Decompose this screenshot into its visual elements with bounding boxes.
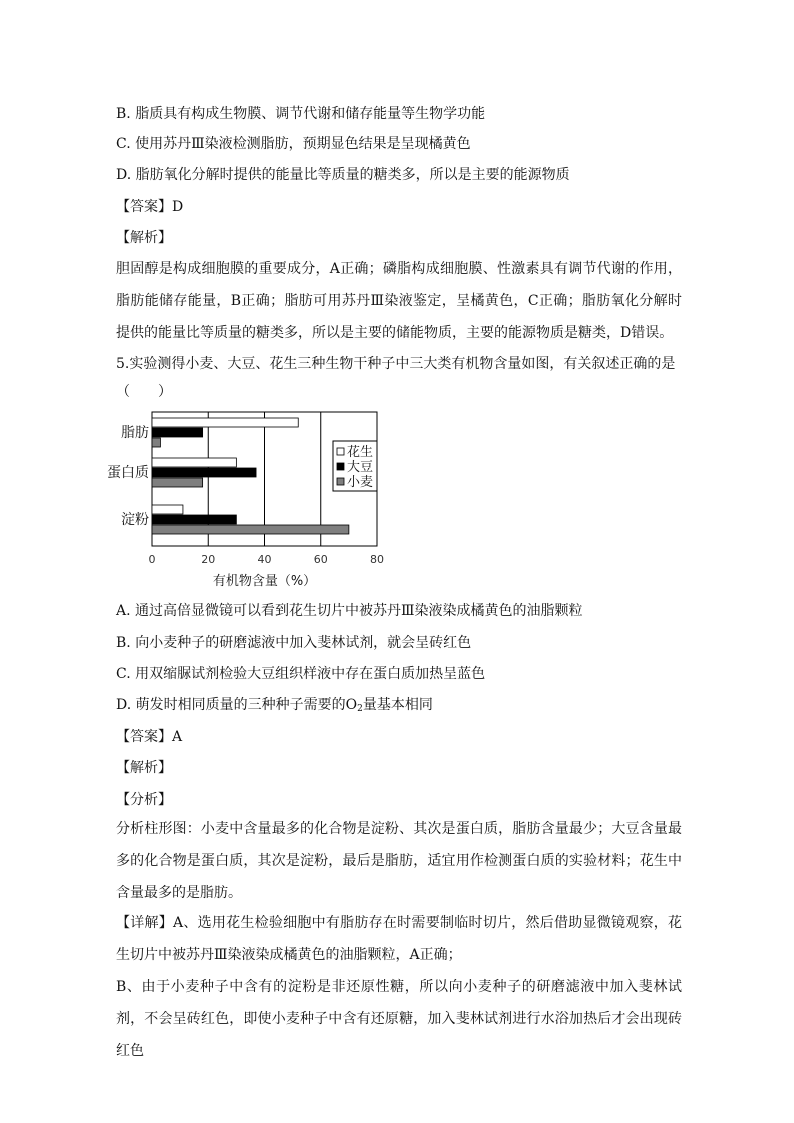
- legend-label: 大豆: [347, 460, 374, 475]
- q5-blank: （ ）: [116, 384, 172, 400]
- category-label: 脂肪: [121, 425, 149, 441]
- legend-swatch-小麦: [337, 478, 344, 485]
- x-tick-label: 20: [201, 553, 216, 566]
- bar-小麦: [152, 525, 349, 534]
- q5-option-a: A. 通过高倍显微镜可以看到花生切片中被苏丹Ⅲ染液染成橘黄色的油脂颗粒: [116, 603, 583, 619]
- bar-大豆: [152, 428, 203, 437]
- q5-fenxi-heading: 【分析】: [116, 792, 172, 808]
- x-tick-label: 60: [313, 553, 328, 566]
- q4-option-b: B. 脂质具有构成生物膜、调节代谢和储存能量等生物学功能: [116, 106, 486, 122]
- q5-detail-b: B、由于小麦种子中含有的淀粉是非还原性糖，所以向小麦种子的研磨滤液中加入斐林试剂，不会呈砖红色，即使小麦种子中含有还原糖，加入斐林试剂进行水浴加热后才会出现砖红色: [116, 979, 682, 1059]
- q4-analysis-text: 胆固醇是构成细胞膜的重要成分，A正确；磷脂构成细胞膜、性激素具有调节代谢的作用，脂肪能储存能量，B正确；脂肪可用苏丹Ⅲ染液鉴定，呈橘黄色，C正确；脂肪氧化分解时提供的能量比等质量的糖类多，所以是主要的储能物质，主要的能源物质是糖类，D错误。: [116, 261, 682, 341]
- q5-option-d: [116, 695, 433, 719]
- bar-花生: [152, 458, 236, 467]
- q5-analysis-heading: 【解析】: [116, 760, 172, 776]
- bar-大豆: [152, 468, 256, 477]
- bar-小麦: [152, 478, 203, 487]
- category-label: 蛋白质: [107, 465, 149, 481]
- q5-answer: 【答案】A: [116, 729, 183, 745]
- q5-option-d-pre: D. 萌发时相同质量的三种种子需要的O: [116, 697, 358, 713]
- bar-小麦: [152, 438, 160, 447]
- x-tick-label: 80: [370, 553, 384, 566]
- bar-花生: [152, 418, 298, 427]
- bar-花生: [152, 505, 183, 514]
- x-axis-label: 有机物含量（%）: [212, 574, 317, 589]
- q4-answer: 【答案】D: [116, 199, 184, 215]
- legend-swatch-大豆: [337, 463, 344, 470]
- q4-option-c: C. 使用苏丹Ⅲ染液检测脂肪，预期显色结果是呈现橘黄色: [116, 136, 471, 152]
- legend-swatch-花生: [337, 448, 344, 455]
- bar-chart: [107, 406, 404, 592]
- q5-fenxi-text: 分析柱形图：小麦中含量最多的化合物是淀粉、其次是蛋白质，脂肪含量最少；大豆含量最多的化合物是蛋白质，其次是淀粉，最后是脂肪，适宜用作检测蛋白质的实验材料；花生中含量最多的是脂肪。: [116, 821, 682, 901]
- bar-大豆: [152, 515, 236, 524]
- q5-option-d-post: 量基本相同: [362, 697, 433, 713]
- x-tick-label: 40: [257, 553, 272, 566]
- x-tick-label: 0: [148, 553, 156, 566]
- q4-option-d: D. 脂肪氧化分解时提供的能量比等质量的糖类多，所以是主要的能源物质: [116, 167, 570, 183]
- legend-label: 花生: [347, 445, 374, 460]
- legend-label: 小麦: [347, 475, 374, 490]
- q5-detail-a: 【详解】A、选用花生检验细胞中有脂肪存在时需要制临时切片，然后借助显微镜观察，花生切片中被苏丹Ⅲ染液染成橘黄色的油脂颗粒，A正确；: [116, 915, 682, 963]
- q4-analysis-heading: 【解析】: [116, 230, 172, 246]
- q5-option-d-subscript: 2: [357, 704, 363, 714]
- q5-stem: 5.实验测得小麦、大豆、花生三种生物干种子中三大类有机物含量如图，有关叙述正确的是: [116, 356, 676, 372]
- category-label: 淀粉: [121, 512, 149, 528]
- q5-option-c: C. 用双缩脲试剂检验大豆组织样液中存在蛋白质加热呈蓝色: [116, 666, 486, 682]
- q5-option-b: B. 向小麦种子的研磨滤液中加入斐林试剂，就会呈砖红色: [116, 635, 472, 651]
